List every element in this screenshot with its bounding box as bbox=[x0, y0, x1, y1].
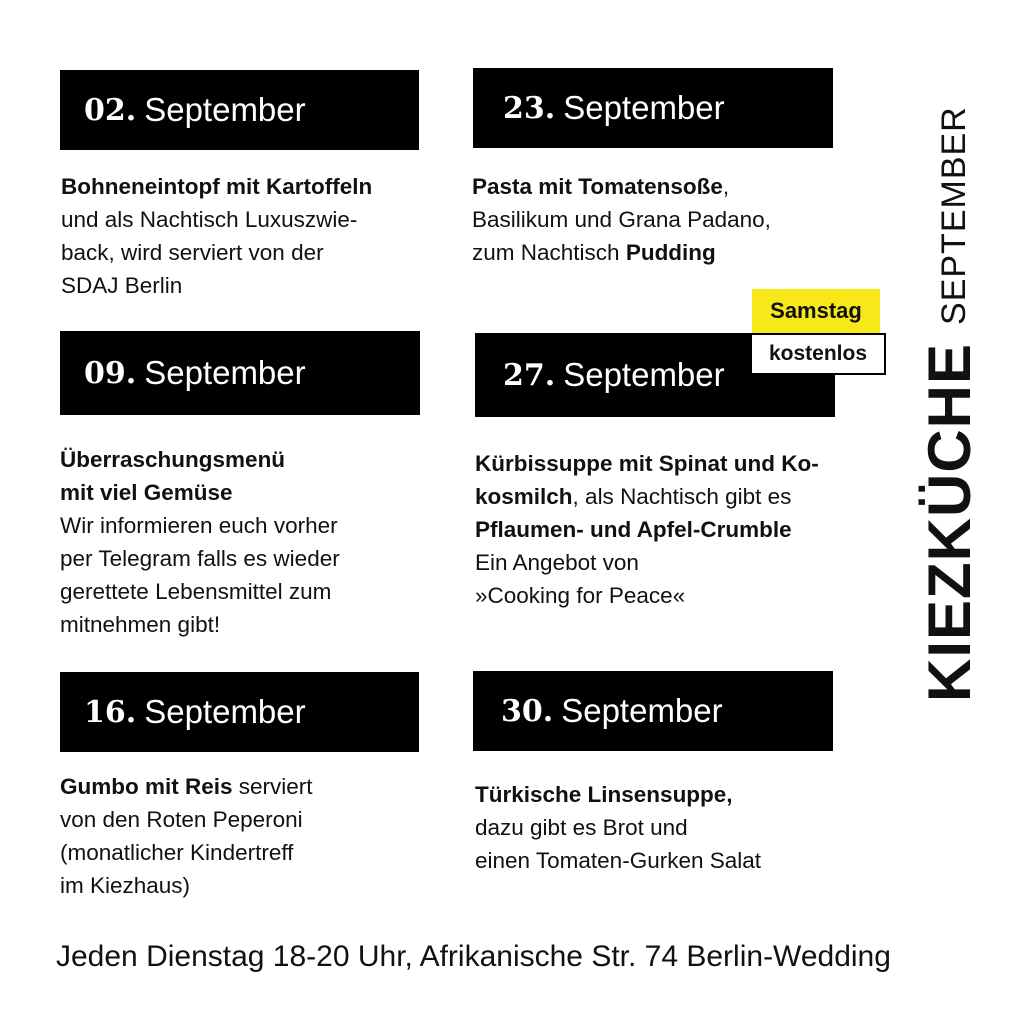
text: , bbox=[722, 174, 730, 199]
event-description-2 bbox=[60, 770, 313, 902]
date-bar-1 bbox=[60, 331, 420, 415]
description-line bbox=[475, 513, 819, 546]
date-bar-2 bbox=[60, 672, 419, 752]
description-line bbox=[60, 443, 340, 476]
text: SDAJ Berlin bbox=[61, 273, 183, 298]
description-line bbox=[60, 608, 340, 641]
description-line bbox=[61, 269, 372, 302]
event-description-1 bbox=[60, 443, 340, 641]
event-description-4 bbox=[475, 447, 819, 612]
text: im Kiezhaus) bbox=[60, 873, 191, 898]
date-month: September bbox=[144, 693, 306, 730]
description-line bbox=[60, 509, 340, 542]
date-month: September bbox=[561, 692, 723, 729]
description-line bbox=[60, 542, 340, 575]
bold-text: Kürbissuppe mit Spinat und Ko- bbox=[475, 451, 819, 476]
text: per Telegram falls es wieder bbox=[60, 546, 340, 571]
text: back, wird serviert von der bbox=[61, 240, 324, 265]
description-line bbox=[475, 811, 761, 844]
description-line bbox=[475, 447, 819, 480]
description-line bbox=[472, 170, 771, 203]
description-line bbox=[475, 579, 819, 612]
date-day: 23. bbox=[503, 90, 556, 126]
description-line bbox=[472, 203, 771, 236]
bold-text: Türkische Linsensuppe, bbox=[475, 782, 733, 807]
bold-text: Überraschungsmenü bbox=[60, 447, 286, 472]
description-line bbox=[475, 546, 819, 579]
text: mitnehmen gibt! bbox=[60, 612, 221, 637]
title-main: KIEZKÜCHE bbox=[916, 342, 983, 702]
text: gerettete Lebensmittel zum bbox=[60, 579, 332, 604]
text: und als Nachtisch Luxuszwie- bbox=[61, 207, 358, 232]
text: »Cooking for Peace« bbox=[475, 583, 686, 608]
description-line bbox=[60, 476, 340, 509]
footer-info: Jeden Dienstag 18-20 Uhr, Afrikanische Str. 74 Berlin-Wedding bbox=[56, 940, 891, 973]
date-day: 02. bbox=[84, 92, 137, 128]
date-bar-5 bbox=[473, 671, 833, 751]
event-description-0 bbox=[61, 170, 372, 302]
date-month: September bbox=[563, 89, 725, 126]
text: serviert bbox=[232, 774, 313, 799]
text: Ein Angebot von bbox=[475, 550, 639, 575]
vertical-title bbox=[908, 82, 983, 702]
text: , als Nachtisch gibt es bbox=[572, 484, 792, 509]
text: zum Nachtisch bbox=[472, 240, 626, 265]
description-line bbox=[475, 480, 819, 513]
description-line bbox=[61, 236, 372, 269]
date-bar-3 bbox=[473, 68, 833, 148]
text: Basilikum und Grana Padano, bbox=[472, 207, 771, 232]
text: (monatlicher Kindertreff bbox=[60, 840, 294, 865]
date-bar-0 bbox=[60, 70, 419, 150]
bold-text: Pflaumen- und Apfel-Crumble bbox=[475, 517, 792, 542]
date-month: September bbox=[144, 354, 306, 391]
title-month: SEPTEMBER bbox=[935, 106, 973, 325]
description-line bbox=[61, 170, 372, 203]
description-line bbox=[475, 844, 761, 877]
text: von den Roten Peperoni bbox=[60, 807, 303, 832]
date-day: 30. bbox=[501, 693, 554, 729]
description-line bbox=[60, 836, 313, 869]
description-line bbox=[60, 770, 313, 803]
description-line bbox=[472, 236, 771, 269]
description-line bbox=[475, 778, 761, 811]
bold-text: Bohneneintopf mit Kartoffeln bbox=[61, 174, 373, 199]
text: einen Tomaten-Gurken Salat bbox=[475, 848, 762, 873]
description-line bbox=[60, 869, 313, 902]
bold-text: Pasta mit Tomatensoße bbox=[472, 174, 723, 199]
saturday-badge: Samstag bbox=[752, 289, 880, 333]
free-badge: kostenlos bbox=[750, 333, 886, 375]
event-description-5 bbox=[475, 778, 761, 877]
bold-text: Gumbo mit Reis bbox=[60, 774, 233, 799]
description-line bbox=[60, 575, 340, 608]
description-line bbox=[61, 203, 372, 236]
text: dazu gibt es Brot und bbox=[475, 815, 688, 840]
date-day: 09. bbox=[84, 355, 137, 391]
bold-text: Pudding bbox=[625, 240, 716, 265]
event-description-3 bbox=[472, 170, 771, 269]
description-line bbox=[60, 803, 313, 836]
date-month: September bbox=[144, 91, 306, 128]
date-month: September bbox=[563, 356, 725, 393]
text: Wir informieren euch vorher bbox=[60, 513, 338, 538]
bold-text: mit viel Gemüse bbox=[60, 480, 233, 505]
bold-text: kosmilch bbox=[475, 484, 573, 509]
date-day: 16. bbox=[84, 694, 137, 730]
date-day: 27. bbox=[503, 357, 556, 393]
